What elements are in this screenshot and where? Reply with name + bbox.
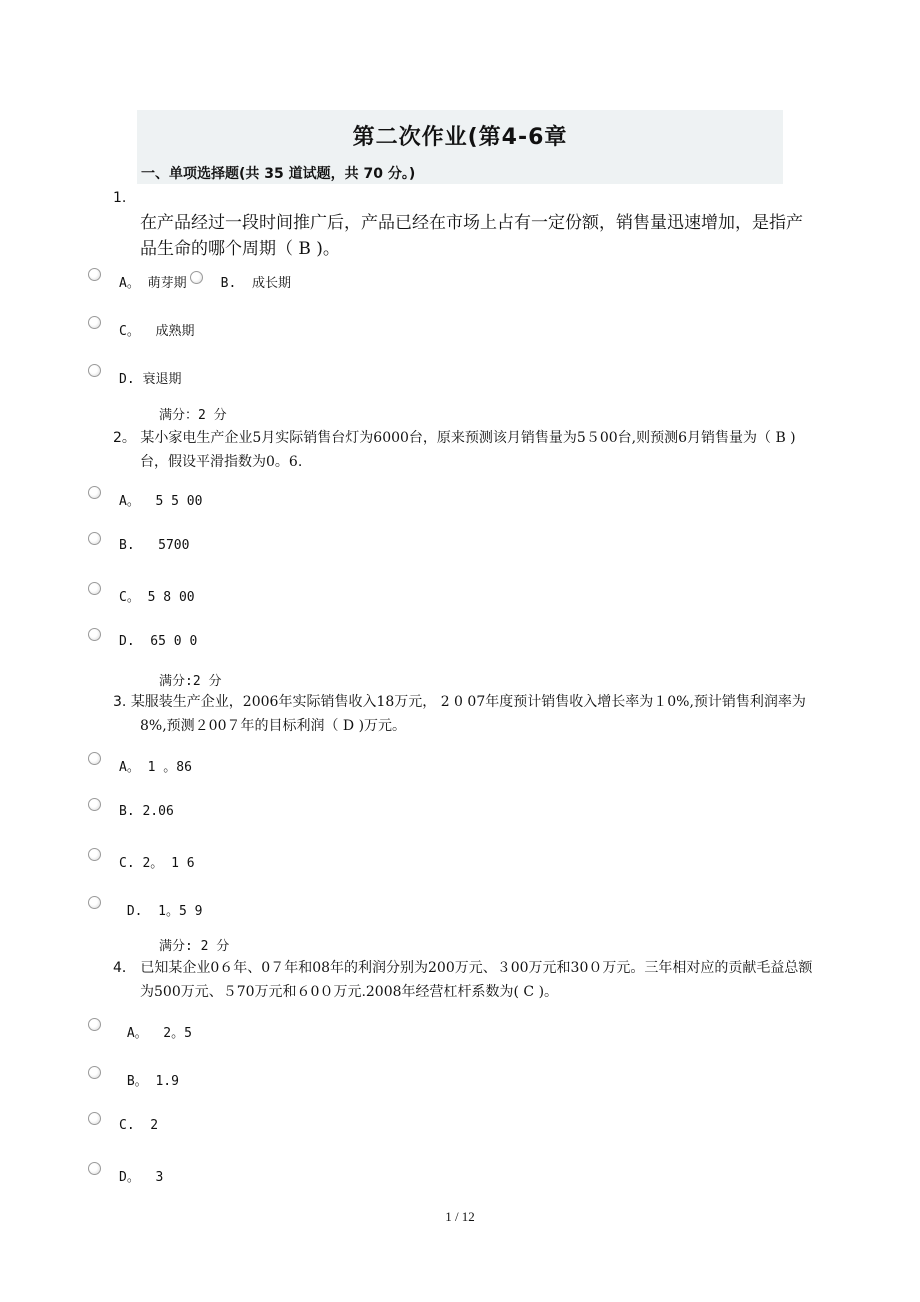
option-label: D. 1。5 9 — [119, 904, 203, 919]
radio-option-c[interactable] — [88, 848, 101, 861]
option-label: B. 2.06 — [119, 804, 174, 819]
option-row — [88, 368, 181, 387]
question-text: 已知某企业0６年、0７年和08年的利润分别为200万元、３00万元和30０万元。三年相对应的贡献毛益总额为500万元、５70万元和６0０万元.2008年经营杠杆系数为( C )。 — [140, 960, 813, 1000]
option-row — [88, 272, 291, 291]
section-heading: 一、单项选择题(共 35 道试题，共 70 分。) — [141, 166, 416, 182]
question-number: 1. — [113, 190, 127, 206]
radio-option-a[interactable] — [88, 268, 101, 281]
option-label: A。 2。5 — [119, 1026, 192, 1041]
option-row — [88, 538, 189, 553]
score-label: 满分:2 分 — [159, 674, 222, 689]
question-text: 某服装生产企业，2006年实际销售收入18万元， 2 0 07年度预计销售收入增长率为１0%,预计销售利润率为8%,预测２00７年的目标利润（ D )万元。 — [130, 694, 806, 734]
option-row — [88, 804, 174, 819]
question-number: 2。 — [113, 430, 136, 446]
question-text: 某小家电生产企业5月实际销售台灯为6000台，原来预测该月销售量为5５00台,则预测6月销售量为（ B )台，假设平滑指数为0。6. — [140, 430, 796, 470]
question-1 — [113, 186, 815, 262]
question-number: 4． — [113, 960, 136, 976]
radio-option-c[interactable] — [88, 582, 101, 595]
option-row — [88, 852, 195, 871]
question-text: 在产品经过一段时间推广后，产品已经在市场上占有一定份额，销售量迅速增加，是指产品生命的哪个周期（ B )。 — [140, 213, 803, 259]
radio-option-d[interactable] — [88, 628, 101, 641]
question-4 — [113, 956, 815, 1004]
radio-option-b[interactable] — [88, 1066, 101, 1079]
option-row — [88, 1070, 179, 1089]
radio-option-a[interactable] — [88, 486, 101, 499]
option-label: B. 成长期 — [220, 276, 291, 291]
option-label: C。 成熟期 — [119, 324, 195, 339]
score-label: 满分：2 分 — [159, 408, 227, 423]
page-title: 第二次作业(第4-6章 — [352, 125, 568, 150]
radio-option-d[interactable] — [88, 364, 101, 377]
score-label: 满分: 2 分 — [159, 939, 230, 954]
radio-option-b[interactable] — [88, 798, 101, 811]
option-row — [88, 900, 202, 919]
option-row — [88, 634, 197, 649]
option-label: B. 5700 — [119, 538, 190, 553]
option-label: A。 5 5 00 — [119, 494, 203, 509]
option-row — [88, 1022, 192, 1041]
radio-option-b[interactable] — [190, 271, 203, 284]
option-label: C. 2 — [119, 1118, 159, 1133]
radio-option-d[interactable] — [88, 896, 101, 909]
radio-option-a[interactable] — [88, 1018, 101, 1031]
option-label: C。 5 8 00 — [119, 590, 195, 605]
option-row — [88, 1166, 163, 1185]
option-row — [88, 320, 194, 339]
option-label: D. 衰退期 — [119, 372, 182, 387]
question-number: 3. — [113, 694, 127, 710]
page-number: 1 / 12 — [445, 1209, 475, 1224]
option-label: A。 1 。86 — [119, 760, 192, 775]
radio-option-c[interactable] — [88, 1112, 101, 1125]
option-label: D. 65 0 0 — [119, 634, 198, 649]
option-row — [88, 1118, 158, 1133]
option-label: C. 2。 1 6 — [119, 856, 195, 871]
radio-option-d[interactable] — [88, 1162, 101, 1175]
option-label: B。 1.9 — [119, 1074, 179, 1089]
option-row — [88, 490, 202, 509]
radio-option-c[interactable] — [88, 316, 101, 329]
option-label: D。 3 — [119, 1170, 164, 1185]
radio-option-a[interactable] — [88, 752, 101, 765]
option-row — [88, 756, 192, 775]
option-label: A。 萌芽期 — [119, 276, 187, 291]
option-row — [88, 586, 195, 605]
radio-option-b[interactable] — [88, 532, 101, 545]
question-3 — [113, 690, 815, 738]
question-2 — [113, 426, 815, 474]
